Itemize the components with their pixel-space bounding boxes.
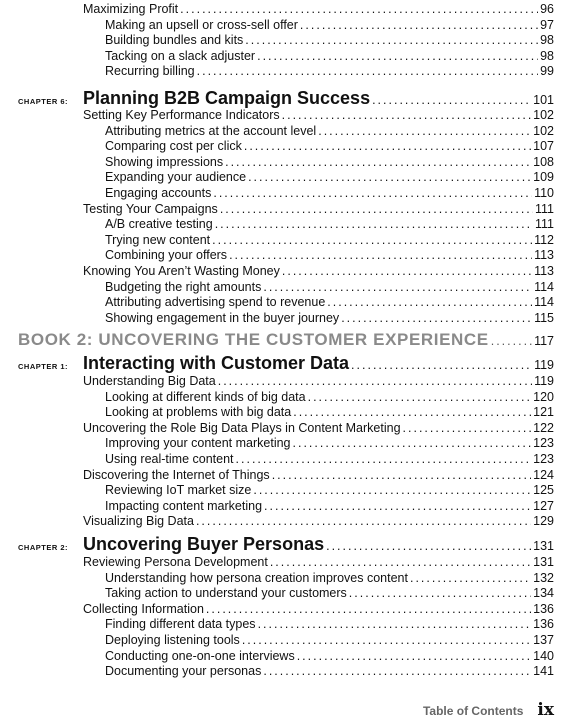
page-number: 119 [534, 358, 554, 372]
page-number: 113 [534, 248, 554, 263]
page-number: 109 [533, 170, 554, 185]
entry-label: Deploying listening tools [105, 633, 240, 647]
entry-label: Looking at problems with big data [105, 405, 292, 420]
toc-subsection-entry [105, 186, 554, 201]
page-number: 113 [534, 264, 554, 278]
toc-subsection-entry [105, 170, 554, 185]
page-footer [423, 700, 554, 720]
toc-subsection-entry [105, 217, 554, 232]
chapter-label: CHAPTER 1: [18, 362, 69, 371]
toc-subsection-entry [105, 33, 554, 48]
toc-subsection-entry [105, 586, 554, 601]
toc-subsection-entry [105, 649, 554, 664]
entry-label: Discovering the Internet of Things [83, 467, 270, 482]
dot-leader [272, 468, 531, 482]
entry-label: Conducting one-on-one interviews [105, 648, 295, 663]
book-title: BOOK 2: UNCOVERING THE CUSTOMER EXPERIENCE [18, 330, 489, 349]
dot-leader [258, 617, 532, 631]
dot-leader [244, 139, 531, 153]
toc-section-entry [83, 555, 554, 570]
toc-subsection-entry [105, 295, 554, 310]
page-number: 117 [534, 334, 554, 348]
page-number: 131 [533, 539, 554, 553]
dot-leader [491, 334, 532, 348]
entry-label: Collecting Information [83, 601, 204, 616]
page-number: 136 [533, 617, 554, 632]
entry-label: Uncovering the Role Big Data Plays in Content Marketing [83, 420, 401, 435]
entry-label: Comparing cost per click [105, 139, 242, 154]
entry-label: Documenting your personas [105, 664, 262, 679]
toc-section-entry [83, 108, 554, 123]
page-number: 98 [540, 48, 554, 63]
page-number: 131 [533, 555, 554, 569]
dot-leader [403, 421, 532, 435]
page-number: 134 [533, 586, 554, 601]
page-number: 141 [533, 664, 554, 679]
toc-subsection-entry [105, 617, 554, 632]
dot-leader [263, 280, 532, 294]
dot-leader [349, 586, 531, 600]
page-number: 110 [534, 186, 554, 200]
chapter-1-heading [18, 353, 554, 374]
toc-subsection-entry [105, 633, 554, 648]
book-2-heading [18, 330, 554, 350]
toc-section-entry [83, 468, 554, 483]
page-number: 137 [533, 633, 554, 647]
dot-leader [297, 649, 531, 663]
entry-label: Improving your content marketing [105, 436, 291, 451]
entry-label: Understanding Big Data [83, 374, 216, 388]
dot-leader [197, 64, 538, 78]
entry-label: Looking at different kinds of big data [105, 389, 306, 404]
entry-label: Visualizing Big Data [83, 514, 194, 529]
dot-leader [212, 233, 532, 247]
dot-leader [180, 2, 538, 16]
dot-leader [270, 555, 531, 569]
entry-label: Reviewing IoT market size [105, 483, 252, 498]
page-number: 136 [533, 601, 554, 616]
dot-leader [242, 633, 531, 647]
page-number: 127 [533, 498, 554, 513]
entry-label: Trying new content [105, 232, 211, 247]
dot-leader [218, 374, 532, 388]
dot-leader [253, 483, 531, 497]
page-number: 98 [540, 33, 554, 48]
toc-subsection-entry [105, 499, 554, 514]
entry-label: Attributing advertising spend to revenue [105, 295, 326, 310]
entry-label: Taking action to understand your customers [105, 586, 347, 601]
page-number: 114 [534, 279, 554, 294]
entry-label: Making an upsell or cross-sell offer [105, 17, 298, 32]
toc-subsection-entry [105, 436, 554, 451]
page-number: 115 [534, 310, 554, 325]
dot-leader [245, 33, 538, 47]
entry-label: Tacking on a slack adjuster [105, 48, 256, 63]
page-number: 101 [533, 93, 554, 107]
dot-leader [215, 217, 533, 231]
page-number: 122 [533, 420, 554, 435]
toc-section-entry [83, 264, 554, 279]
toc-section-entry [83, 602, 554, 617]
dot-leader [236, 452, 532, 466]
page-number: 120 [533, 389, 554, 404]
chapter-label: CHAPTER 2: [18, 543, 69, 552]
entry-label: Showing impressions [105, 154, 224, 169]
chapter-label: CHAPTER 6: [18, 97, 69, 106]
dot-leader [229, 248, 532, 262]
entry-label: Showing engagement in the buyer journey [105, 310, 340, 325]
chapter-title: Uncovering Buyer Personas [83, 534, 325, 554]
chapter-title: Interacting with Customer Data [83, 353, 350, 373]
dot-leader [351, 358, 532, 372]
page-number: 96 [540, 2, 554, 16]
entry-label: Setting Key Performance Indicators [83, 108, 280, 122]
chapter-title: Planning B2B Campaign Success [83, 88, 371, 108]
toc-subsection-entry [105, 483, 554, 498]
chapter-6-heading [18, 88, 554, 109]
dot-leader [263, 664, 531, 678]
entry-label: Expanding your audience [105, 170, 247, 185]
page-number: 97 [540, 17, 554, 32]
entry-label: Reviewing Persona Development [83, 555, 268, 569]
entry-label: Using real-time content [105, 452, 234, 466]
page-number: 123 [533, 436, 554, 451]
toc-subsection-entry [105, 18, 554, 33]
page-number: 124 [533, 467, 554, 482]
toc-subsection-entry [105, 64, 554, 79]
dot-leader [282, 108, 532, 122]
dot-leader [257, 49, 538, 63]
dot-leader [300, 18, 538, 32]
dot-leader [318, 124, 531, 138]
page-number: 132 [533, 570, 554, 585]
dot-leader [326, 539, 531, 553]
entry-label: Attributing metrics at the account level [105, 123, 317, 138]
chapter-2-heading [18, 534, 554, 555]
dot-leader [327, 295, 532, 309]
dot-leader [293, 405, 531, 419]
page-number: 111 [534, 201, 554, 216]
toc-subsection-entry [105, 49, 554, 64]
entry-label: Maximizing Profit [83, 2, 179, 16]
dot-leader [372, 93, 531, 107]
toc-section-entry [83, 421, 554, 436]
entry-label: Budgeting the right amounts [105, 279, 262, 294]
toc-subsection-entry [105, 390, 554, 405]
page-number: 111 [534, 217, 554, 232]
entry-label: Knowing You Aren’t Wasting Money [83, 264, 280, 278]
toc-subsection-entry [105, 139, 554, 154]
dot-leader [293, 436, 532, 450]
page-number: 112 [534, 232, 554, 247]
page-number: 99 [540, 64, 554, 79]
toc-subsection-entry [105, 233, 554, 248]
entry-label: A/B creative testing [105, 217, 213, 232]
toc-section-entry [83, 202, 554, 217]
entry-label: Engaging accounts [105, 186, 212, 200]
toc-subsection-entry [105, 311, 554, 326]
dot-leader [341, 311, 532, 325]
page-number: 114 [534, 295, 554, 310]
toc-subsection-entry [105, 124, 554, 139]
dot-leader [196, 514, 531, 528]
page-number: 140 [533, 648, 554, 663]
entry-label: Building bundles and kits [105, 33, 244, 48]
page-number: 123 [533, 452, 554, 466]
entry-label: Understanding how persona creation improves content [105, 570, 408, 585]
dot-leader [264, 499, 531, 513]
dot-leader [410, 571, 531, 585]
footer-section-title: Table of Contents [422, 704, 524, 718]
toc-section-entry [83, 2, 554, 17]
dot-leader [282, 264, 532, 278]
entry-label: Impacting content marketing [105, 498, 263, 513]
footer-page-number: ix [537, 700, 554, 720]
toc-subsection-entry [105, 571, 554, 586]
dot-leader [308, 390, 532, 404]
entry-label: Testing Your Campaigns [83, 201, 218, 216]
page-number: 129 [533, 514, 554, 529]
toc-subsection-entry [105, 452, 554, 467]
dot-leader [248, 170, 531, 184]
toc-section-entry [83, 514, 554, 529]
toc-subsection-entry [105, 405, 554, 420]
entry-label: Recurring billing [105, 64, 195, 79]
toc-subsection-entry [105, 280, 554, 295]
toc-subsection-entry [105, 155, 554, 170]
page-number: 102 [533, 108, 554, 122]
entry-label: Combining your offers [105, 248, 228, 263]
toc-subsection-entry [105, 248, 554, 263]
entry-label: Finding different data types [105, 617, 256, 632]
dot-leader [206, 602, 531, 616]
dot-leader [220, 202, 533, 216]
page-number: 102 [533, 123, 554, 138]
page-number: 108 [533, 154, 554, 169]
toc-section-entry [83, 374, 554, 389]
dot-leader [213, 186, 532, 200]
page-number: 119 [534, 374, 554, 388]
dot-leader [225, 155, 531, 169]
page-number: 121 [533, 405, 554, 420]
toc-subsection-entry [105, 664, 554, 679]
page-number: 107 [533, 139, 554, 154]
page-number: 125 [533, 483, 554, 498]
